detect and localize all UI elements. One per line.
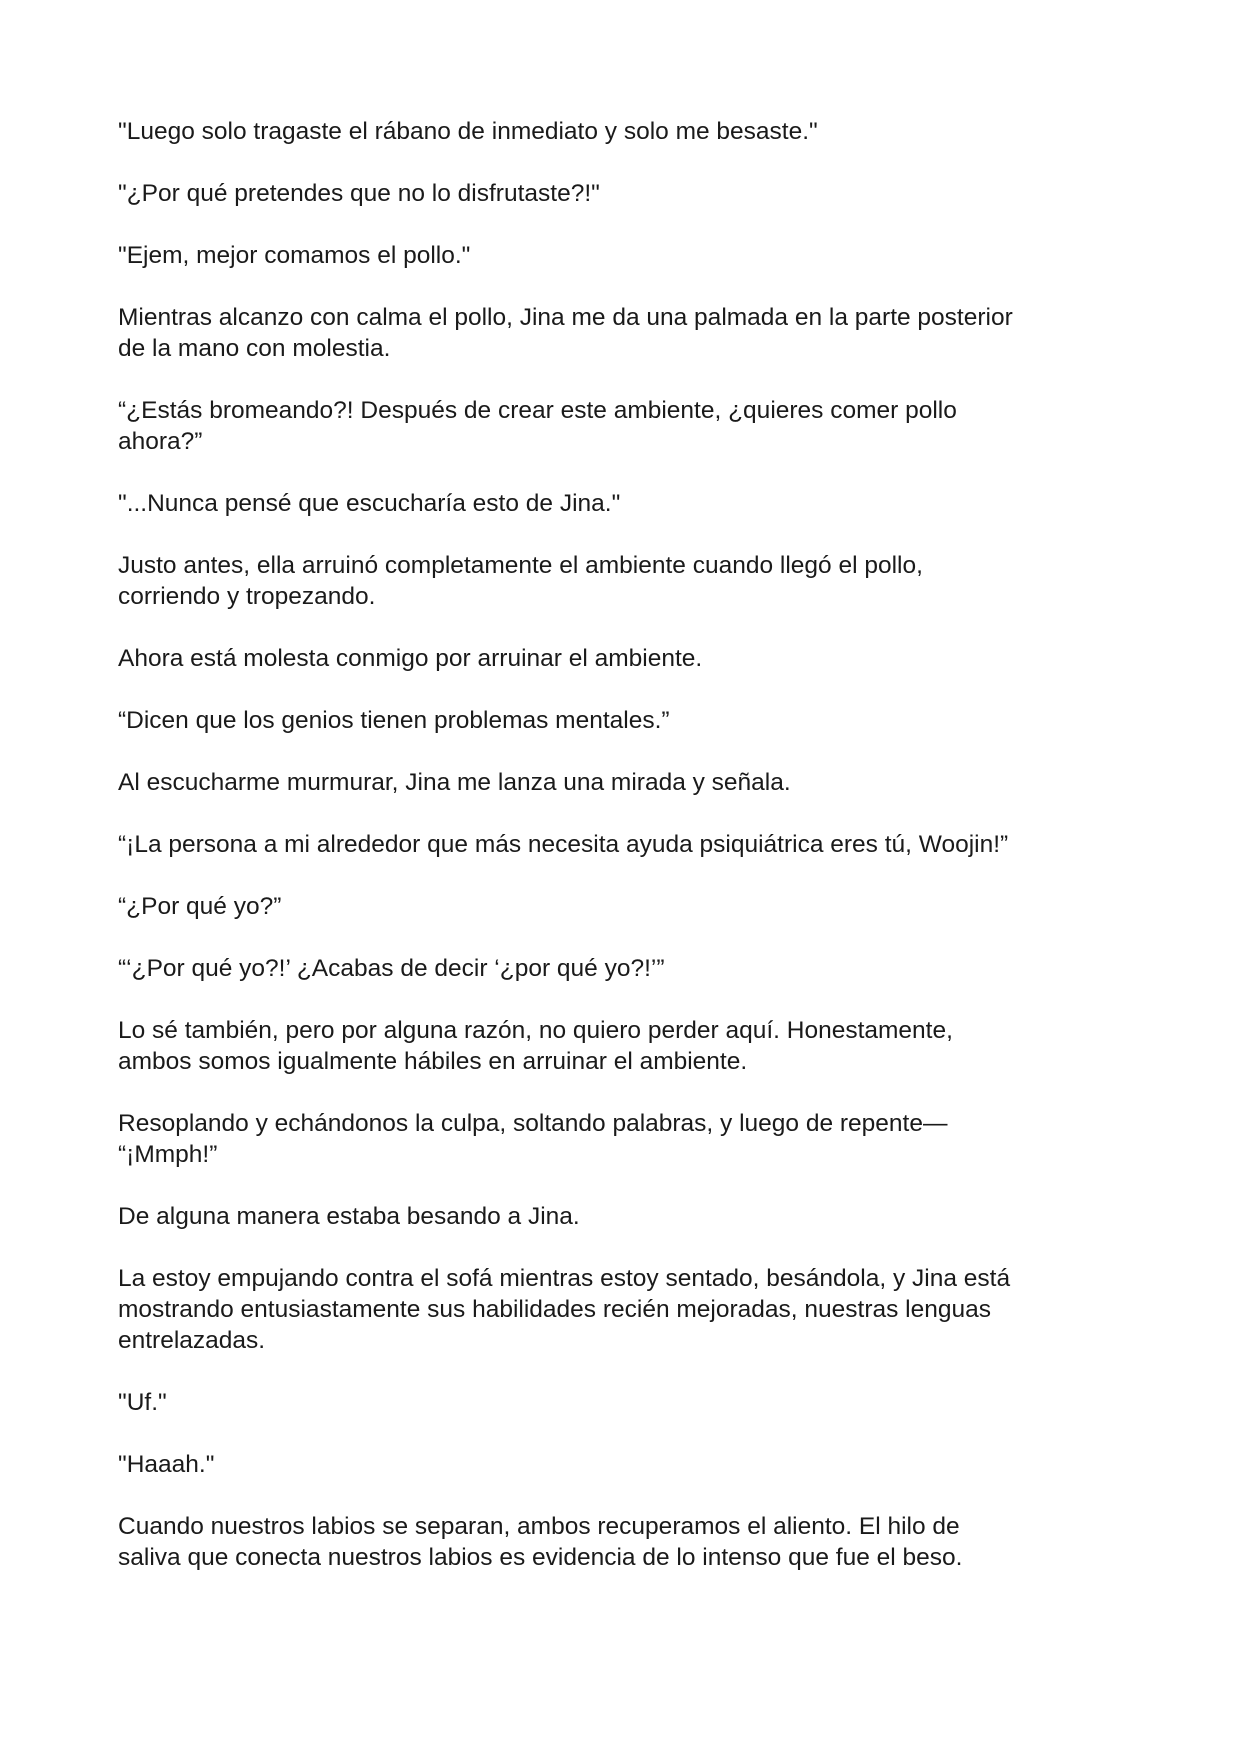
text-line: Justo antes, ella arruinó completamente el ambiente cuando llegó el pollo, [118, 552, 923, 579]
text-line: Al escucharme murmurar, Jina me lanza una mirada y señala. [118, 769, 791, 796]
paragraph [118, 1449, 1128, 1480]
paragraph [118, 953, 1128, 984]
text-line: "Uf." [118, 1389, 167, 1416]
paragraph [118, 550, 1128, 612]
text-line: “Dicen que los genios tienen problemas mentales.” [118, 707, 670, 734]
paragraph [118, 891, 1128, 922]
paragraph [118, 767, 1128, 798]
text-line: "Haaah." [118, 1451, 215, 1478]
text-line: Mientras alcanzo con calma el pollo, Jina me da una palmada en la parte posterior [118, 304, 1013, 331]
text-line: “¡Mmph!” [118, 1141, 218, 1168]
text-line: “‘¿Por qué yo?!’ ¿Acabas de decir ‘¿por qué yo?!’” [118, 955, 665, 982]
paragraph [118, 488, 1128, 519]
text-line: mostrando entusiastamente sus habilidades recién mejoradas, nuestras lenguas [118, 1296, 991, 1323]
paragraph [118, 116, 1128, 147]
paragraph [118, 705, 1128, 736]
paragraph [118, 1263, 1128, 1356]
text-line: “¿Por qué yo?” [118, 893, 282, 920]
paragraph [118, 643, 1128, 674]
text-line: Ahora está molesta conmigo por arruinar el ambiente. [118, 645, 703, 672]
text-line: "...Nunca pensé que escucharía esto de Jina." [118, 490, 621, 517]
paragraph [118, 240, 1128, 271]
text-line: corriendo y tropezando. [118, 583, 376, 610]
paragraph [118, 178, 1128, 209]
text-line: ahora?” [118, 428, 203, 455]
text-line: "¿Por qué pretendes que no lo disfrutaste?!" [118, 180, 600, 207]
text-line: De alguna manera estaba besando a Jina. [118, 1203, 580, 1230]
paragraph [118, 395, 1128, 457]
text-line: Resoplando y echándonos la culpa, soltando palabras, y luego de repente— [118, 1110, 948, 1137]
text-line: entrelazadas. [118, 1327, 266, 1354]
document-body [118, 116, 1128, 1604]
paragraph [118, 829, 1128, 860]
paragraph [118, 302, 1128, 364]
text-line: "Ejem, mejor comamos el pollo." [118, 242, 471, 269]
paragraph [118, 1511, 1128, 1573]
text-line: ambos somos igualmente hábiles en arruinar el ambiente. [118, 1048, 748, 1075]
paragraph [118, 1108, 1128, 1170]
text-line: de la mano con molestia. [118, 335, 391, 362]
paragraph [118, 1387, 1128, 1418]
text-line: "Luego solo tragaste el rábano de inmediato y solo me besaste." [118, 118, 818, 145]
text-line: “¡La persona a mi alrededor que más necesita ayuda psiquiátrica eres tú, Woojin!” [118, 831, 1009, 858]
text-line: Cuando nuestros labios se separan, ambos recuperamos el aliento. El hilo de [118, 1513, 960, 1540]
text-line: “¿Estás bromeando?! Después de crear este ambiente, ¿quieres comer pollo [118, 397, 957, 424]
text-line: La estoy empujando contra el sofá mientras estoy sentado, besándola, y Jina está [118, 1265, 1011, 1292]
paragraph [118, 1015, 1128, 1077]
text-line: Lo sé también, pero por alguna razón, no quiero perder aquí. Honestamente, [118, 1017, 953, 1044]
text-line: saliva que conecta nuestros labios es evidencia de lo intenso que fue el beso. [118, 1544, 963, 1571]
paragraph [118, 1201, 1128, 1232]
